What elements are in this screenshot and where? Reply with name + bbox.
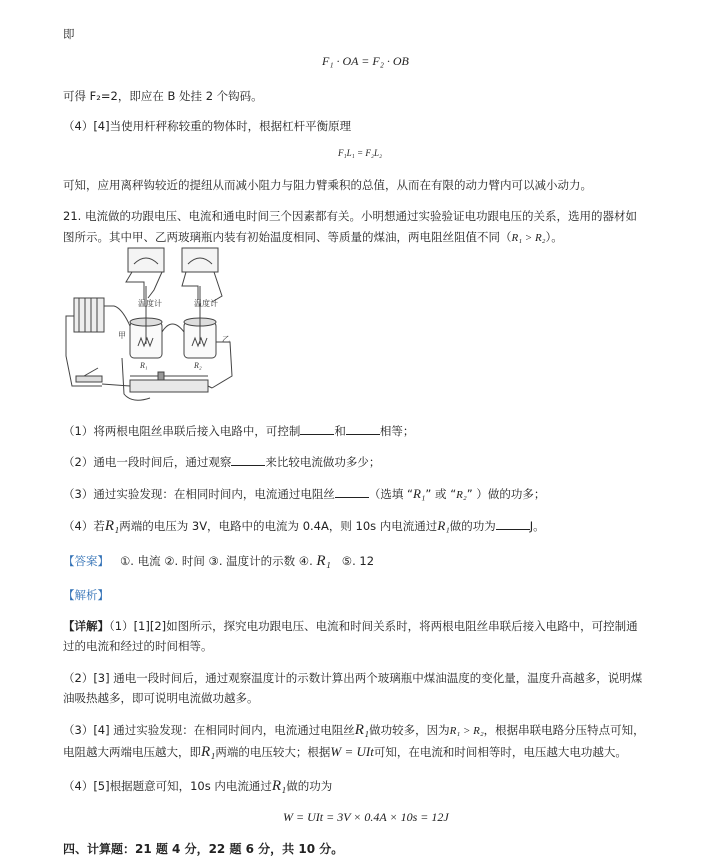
question-21-part3: [63, 486, 545, 502]
text-conclusion: 可知，应用离秤钩较近的提纽从而减小阻力与阻力臂乘积的总值，从而在有限的动力臂内可以减小动力。: [63, 178, 592, 192]
answer-text-a: ①. 电流 ②. 时间 ③. 温度计的示数 ④.: [119, 554, 313, 568]
answer-label: 【答案】: [63, 554, 109, 568]
switch: [76, 376, 102, 382]
q1-blank-2[interactable]: [346, 424, 380, 435]
detail-label: 【详解】: [63, 619, 109, 633]
q2-text-pre: （2）通电一段时间后，通过观察: [63, 455, 232, 469]
q1-text-pre: （1）将两根电阻丝串联后接入电路中，可控制: [63, 424, 301, 438]
q1-text-mid: 和: [334, 424, 346, 438]
circuit-figure: [62, 246, 252, 408]
d4-text-post: 做的功为: [286, 779, 333, 793]
d4-text-pre: （4）[5]根据题意可知，10s 内电流通过: [63, 779, 272, 793]
q4-blank[interactable]: [496, 519, 530, 530]
q3-r2: R₂: [456, 489, 467, 501]
question-21-part2: [63, 454, 380, 470]
formula-lever-oa-ob: F₁ · OA = F₂ · OB: [322, 54, 409, 68]
formula-lever-principle: F₁L₁ = F₂L₂: [338, 148, 383, 158]
question-21-line1: 21. 电流做的功跟电压、电流和通电时间三个因素都有关。小明想通过实验验证电功跟电压的关系，选用的器材如: [63, 209, 637, 223]
q1-text-post: 相等；: [379, 424, 415, 438]
d3b-text-post: 可知，在电流和时间相等时，电压越大电功越大。: [373, 745, 627, 759]
answer-r1: R₁: [316, 553, 331, 569]
q4-text-post: 做的功为: [449, 519, 496, 533]
d3b-text-pre: 电阻越大两端电压越大，即: [63, 745, 201, 759]
q3-text-pre: （3）通过实验发现：在相同时间内，电流通过电阻丝: [63, 487, 335, 501]
voltmeter-right: [182, 248, 218, 272]
detail-line2b: 油吸热越多，即可说明电流做功越多。: [63, 691, 259, 705]
d3b-formula: W = UIt: [330, 744, 374, 759]
question-21-line2: [63, 229, 563, 245]
d3b-r1: R₁: [201, 744, 216, 760]
question-21-part1: [63, 423, 414, 439]
d3-r1: R₁: [354, 722, 370, 738]
q4-unit: J。: [529, 519, 545, 533]
d4-r1: R₁: [271, 778, 287, 794]
detail-line3b: [63, 744, 627, 761]
q2-text-post: 来比较电流做功多少；: [265, 455, 381, 469]
r1-label: R₁: [140, 361, 148, 370]
analysis-label: 【解析】: [63, 588, 109, 602]
q21-r-compare: R₁ > R₂: [511, 232, 546, 244]
q3-r1: R₁: [412, 486, 426, 501]
text-result-f2: 可得 F₂=2，即应在 B 处挂 2 个钩码。: [63, 89, 263, 103]
question-21-part4: [63, 518, 545, 535]
detail-line3: [63, 722, 645, 739]
thermo-left-label: 温度计: [138, 299, 162, 308]
q3-blank[interactable]: [335, 487, 369, 498]
d1-text-a: （1）[1][2]如图所示，探究电功跟电压、电流和时间关系时，将两根电阻丝串联后接入电路中，可控制通: [109, 619, 638, 633]
formula-work: W = UIt = 3V × 0.4A × 10s = 12J: [283, 810, 449, 824]
rheostat: [130, 380, 208, 392]
section-4-heading: 四、计算题：21 题 4 分，22 题 6 分，共 10 分。: [63, 842, 344, 856]
q3-text-mid: （选填 “: [368, 487, 413, 501]
q3-text-or: ” 或 “: [425, 487, 457, 501]
detail-line4: [63, 778, 332, 795]
d3-r-compare: R₁ > R₂: [449, 725, 484, 737]
text-part4-lever: （4）[4]当使用杆秤称较重的物体时，根据杠杆平衡原理: [63, 119, 352, 133]
d3b-text-mid: 两端的电压较大；根据: [215, 745, 331, 759]
jar-right-label: 乙: [222, 335, 230, 344]
q4-text-pre: （4）若: [63, 519, 105, 533]
detail-line1b: 过的电流和经过的时间相等。: [63, 639, 213, 653]
thermo-right-label: 温度计: [194, 299, 218, 308]
voltmeter-left: [128, 248, 164, 272]
q1-blank-1[interactable]: [300, 424, 334, 435]
q2-blank[interactable]: [231, 455, 265, 466]
q3-text-post: ” ）做的功多；: [466, 487, 546, 501]
q4-r1: R₁: [104, 518, 120, 534]
d3-text-post: ，根据串联电路分压特点可知，: [483, 723, 645, 737]
r2-label: R₂: [194, 361, 202, 370]
jar-left-label: 甲: [118, 331, 126, 340]
d3-text-mid: 做功较多，因为: [369, 723, 450, 737]
q4-r1-b: R₁: [437, 518, 450, 533]
detail-line2: （2）[3] 通电一段时间后，通过观察温度计的示数计算出两个玻璃瓶中煤油温度的变化量，温度升高越多，说明煤: [63, 671, 643, 685]
q21-text-post: ）。: [545, 230, 563, 244]
detail-line1: [63, 618, 638, 634]
answer-line: [63, 553, 374, 570]
q4-text-mid: 两端的电压为 3V，电路中的电流为 0.4A，则 10s 内电流通过: [119, 519, 438, 533]
answer-text-b: ⑤. 12: [341, 554, 375, 568]
d3-text-pre: （3）[4] 通过实验发现：在相同时间内，电流通过电阻丝: [63, 723, 355, 737]
text-ji: 即: [63, 27, 75, 41]
q21-text-pre: 图所示。其中甲、乙两玻璃瓶内装有初始温度相同、等质量的煤油，两电阻丝阻值不同（: [63, 230, 512, 244]
